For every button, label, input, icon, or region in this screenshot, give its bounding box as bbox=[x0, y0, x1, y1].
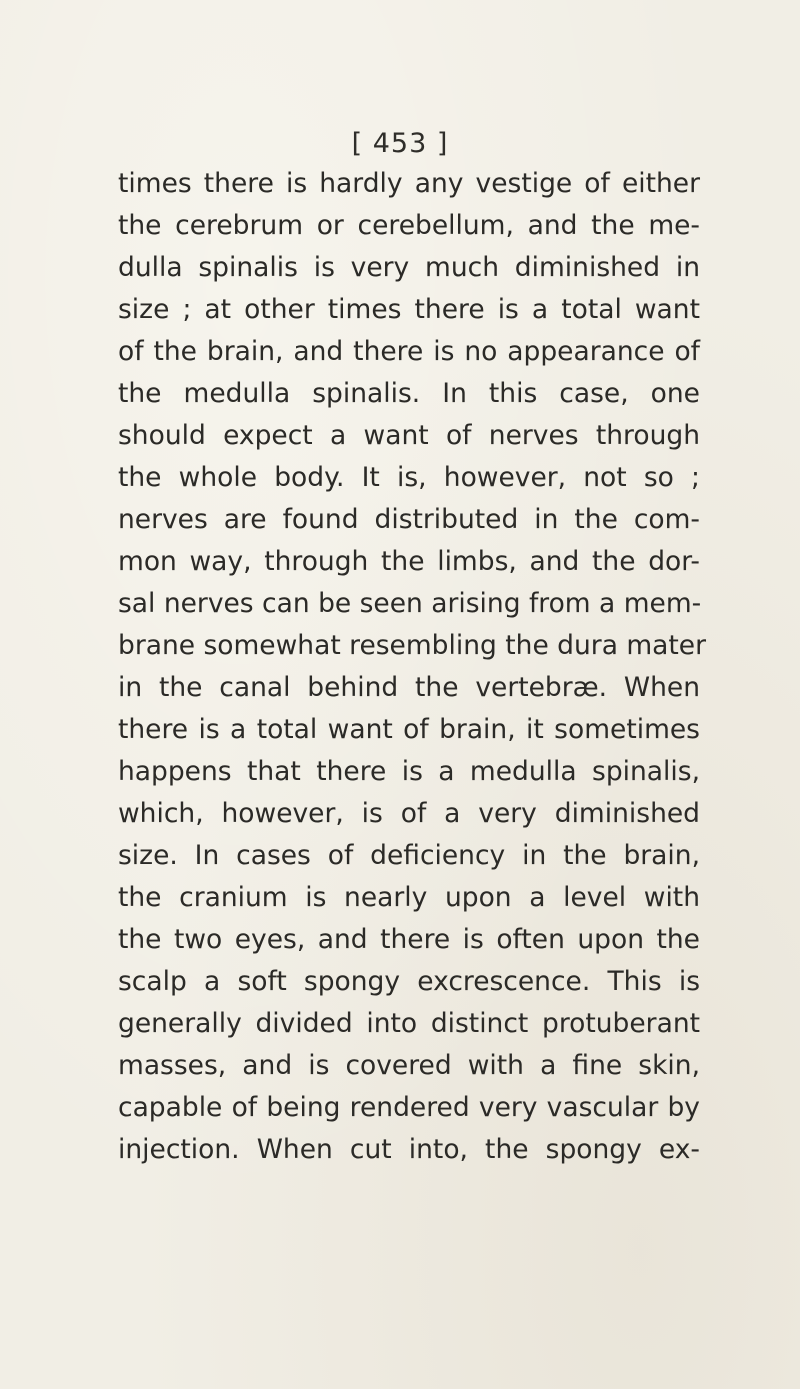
text-line: dulla spinalis is very much diminished in bbox=[118, 252, 700, 283]
text-line: in the canal behind the vertebræ. When bbox=[118, 672, 700, 703]
text-line: scalp a soft spongy excrescence. This is bbox=[118, 966, 700, 997]
text-line: generally divided into distinct protuberant bbox=[118, 1008, 700, 1039]
text-line: the whole body. It is, however, not so ; bbox=[118, 462, 700, 493]
text-line: which, however, is of a very diminished bbox=[118, 798, 700, 829]
text-line: the medulla spinalis. In this case, one bbox=[118, 378, 700, 409]
text-line: nerves are found distributed in the com- bbox=[118, 504, 700, 535]
text-line: of the brain, and there is no appearance of bbox=[118, 336, 700, 367]
text-line: brane somewhat resembling the dura mater bbox=[118, 630, 706, 661]
text-line: size. In cases of deficiency in the brain, bbox=[118, 840, 700, 871]
text-line: sal nerves can be seen arising from a mem- bbox=[118, 588, 702, 619]
text-line: happens that there is a medulla spinalis, bbox=[118, 756, 700, 787]
text-line: there is a total want of brain, it sometimes bbox=[118, 714, 700, 745]
page-number: [ 453 ] bbox=[351, 128, 449, 159]
text-line: the cerebrum or cerebellum, and the me- bbox=[118, 210, 700, 241]
text-line: injection. When cut into, the spongy ex- bbox=[118, 1134, 700, 1165]
text-line: times there is hardly any vestige of either bbox=[118, 168, 700, 199]
text-line: mon way, through the limbs, and the dor- bbox=[118, 546, 700, 577]
text-line: size ; at other times there is a total want bbox=[118, 294, 700, 325]
text-line: masses, and is covered with a fine skin, bbox=[118, 1050, 700, 1081]
text-line: capable of being rendered very vascular by bbox=[118, 1092, 700, 1123]
text-line: the cranium is nearly upon a level with bbox=[118, 882, 700, 913]
text-line: should expect a want of nerves through bbox=[118, 420, 700, 451]
text-line: the two eyes, and there is often upon the bbox=[118, 924, 700, 955]
